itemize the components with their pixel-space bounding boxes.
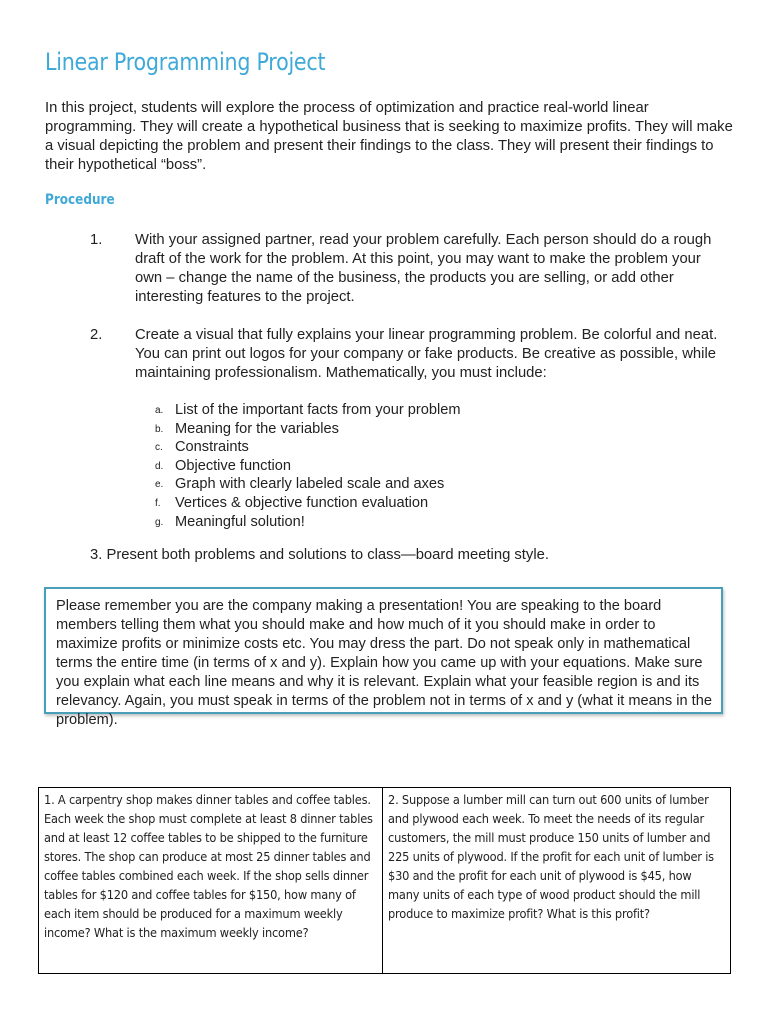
list-text: Constraints bbox=[175, 439, 249, 456]
list-text: Vertices & objective function evaluation bbox=[175, 494, 429, 511]
list-letter: a. bbox=[155, 405, 164, 416]
step-number: 2. bbox=[90, 327, 103, 343]
step-text: With your assigned partner, read your problem carefully. Each person should do a rough draft of the work for the problem. At this point, you may want to make the problem your own – change the name of the business, the products you are selling, or add other interesting features to the project. bbox=[135, 232, 712, 305]
reminder-box bbox=[44, 587, 723, 728]
list-text: Meaning for the variables bbox=[175, 420, 339, 437]
procedure-step-3: 3. Present both problems and solutions to class—board meeting style. bbox=[90, 547, 549, 563]
problem-text: 1. A carpentry shop makes dinner tables and coffee tables. Each week the shop must complete at least 8 dinner tables and at least 12 coffee tables to be shipped to the furniture stores. The shop can produce at most 25 dinner tables and coffee tables combined each week. If the shop sells dinner tables for $120 and coffee tables for $150, how many of each item should be produced for a maximum weekly income? What is the maximum weekly income? bbox=[44, 793, 373, 940]
list-text: Objective function bbox=[175, 457, 292, 474]
procedure-heading: Procedure bbox=[45, 192, 115, 208]
list-letter: f. bbox=[155, 497, 161, 509]
list-letter: e. bbox=[155, 479, 164, 491]
step-text: Create a visual that fully explains your linear programming problem. Be colorful and neat. You can print out logos for your company or fake products. Be creative as possible, while maintaining professionalism. Mathematically, you must include: bbox=[135, 327, 718, 381]
list-letter: d. bbox=[155, 460, 164, 472]
problem-cell-1 bbox=[39, 788, 383, 974]
list-text: Graph with clearly labeled scale and axes bbox=[175, 476, 445, 493]
page-title: Linear Programming Project bbox=[45, 48, 326, 76]
list-text: List of the important facts from your problem bbox=[175, 402, 461, 418]
list-letter: c. bbox=[155, 442, 163, 454]
step-number: 1. bbox=[90, 232, 103, 248]
problems-table bbox=[38, 787, 731, 974]
reminder-text: Please remember you are the company making a presentation! You are speaking to the board members telling them what you should make and how much of it you should make in order to maximize profits or minimize costs etc. You may dress the part. Do not speak only in mathematical terms the entire time (in terms of x and y). Explain how you came up with your equations. Make sure you explain what each line means and why it is relevant. Explain what your feasible region is and its relevancy. Again, you must speak in terms of the problem not in terms of x and y (what it means in the problem). bbox=[56, 598, 712, 728]
list-letter: b. bbox=[155, 423, 164, 435]
list-text: Meaningful solution! bbox=[175, 513, 305, 530]
table-row bbox=[39, 788, 731, 974]
intro-paragraph: In this project, students will explore the process of optimization and practice real-world linear programming. They will create a hypothetical business that is seeking to maximize profits. They will make a visual depicting the problem and present their findings to the class. They will present their findings to their hypothetical “boss”. bbox=[45, 100, 733, 173]
problem-text: 2. Suppose a lumber mill can turn out 600 units of lumber and plywood each week. To meet the needs of its regular customers, the mill must produce 150 units of lumber and 225 units of plywood. If the profit for each unit of lumber is $30 and the profit for each unit of plywood is $45, how many units of each type of wood product should the mill produce to maximize profit? What is this profit? bbox=[388, 793, 714, 921]
list-letter: g. bbox=[155, 516, 164, 528]
problem-cell-2 bbox=[383, 788, 731, 974]
